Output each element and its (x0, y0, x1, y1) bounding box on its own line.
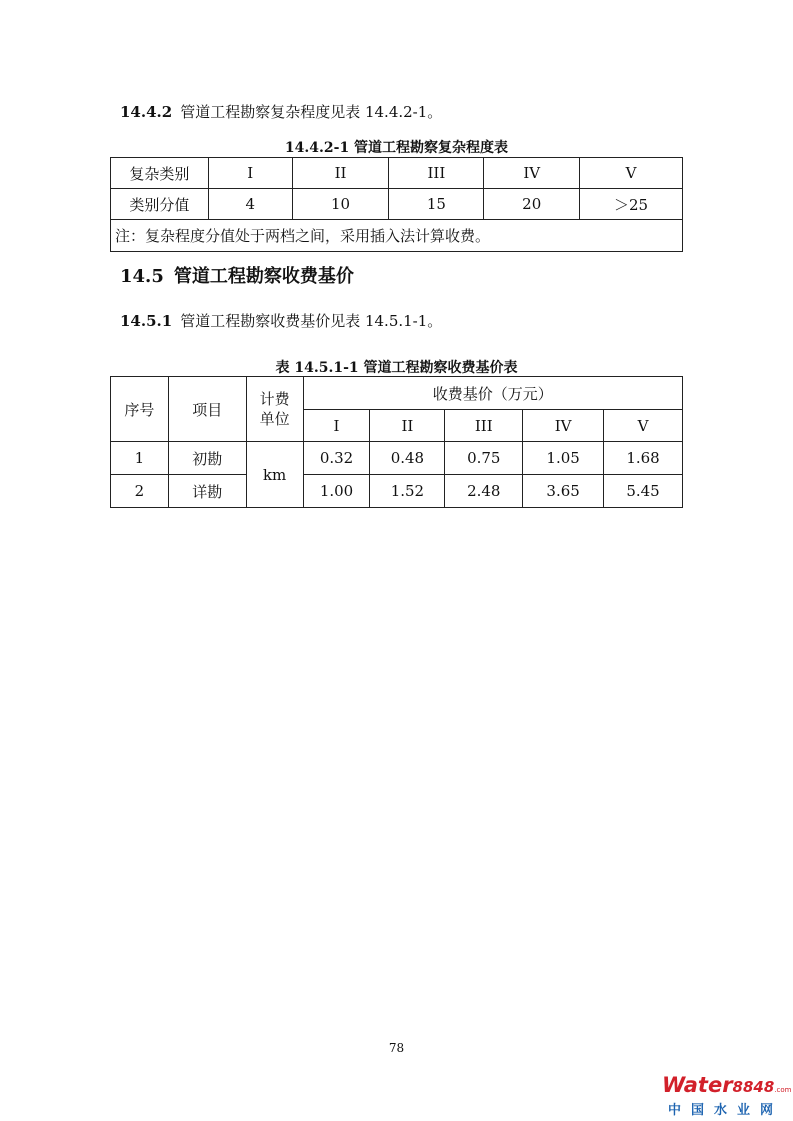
table-caption: 表 14.5.1-1 管道工程勘察收费基价表 (275, 360, 518, 376)
price-cell: 0.32 (303, 442, 370, 475)
header-item: 项目 (168, 377, 246, 442)
header-price: 收费基价（万元） (303, 377, 682, 410)
price-cell: 3.65 (523, 475, 604, 508)
unit-cell: km (246, 442, 303, 508)
price-cell: 1.00 (303, 475, 370, 508)
price-cell: 1.68 (604, 442, 683, 475)
price-cell: 5.45 (604, 475, 683, 508)
table-cell: 4 (208, 189, 292, 220)
row-seq: 1 (111, 442, 169, 475)
paragraph-14-5-1 (120, 310, 442, 331)
table-row (111, 158, 683, 189)
table-caption: 14.4.2-1 管道工程勘察复杂程度表 (284, 140, 509, 156)
grade-header: I (303, 410, 370, 442)
price-cell: 2.48 (445, 475, 523, 508)
price-cell: 1.05 (523, 442, 604, 475)
table-cell: ＞25 (580, 189, 683, 220)
grade-header: IV (523, 410, 604, 442)
watermark-logo (662, 1073, 792, 1118)
complexity-table (110, 157, 683, 252)
table-cell: 20 (484, 189, 580, 220)
page-number: 78 (388, 1041, 405, 1055)
grade-header: II (370, 410, 445, 442)
clause-number: 14.5.1 (120, 312, 173, 330)
header-seq: 序号 (111, 377, 169, 442)
table-cell: IV (484, 158, 580, 189)
table-cell: 15 (389, 189, 484, 220)
base-price-table (110, 376, 683, 508)
table-cell: I (208, 158, 292, 189)
clause-text: 管道工程勘察收费基价见表 14.5.1-1。 (180, 312, 443, 330)
table-cell: II (292, 158, 389, 189)
table-row (111, 220, 683, 252)
header-unit-line: 单位 (259, 410, 290, 428)
table-row (111, 442, 683, 475)
row-seq: 2 (111, 475, 169, 508)
table-header-row (111, 377, 683, 410)
table-row (111, 475, 683, 508)
logo-number: 8848 (732, 1078, 775, 1096)
logo-suffix: .com (774, 1086, 792, 1094)
section-title: 管道工程勘察收费基价 (173, 266, 354, 287)
row-item: 详勘 (168, 475, 246, 508)
logo-chinese-name: 中国水业网 (668, 1103, 784, 1118)
section-number: 14.5 (120, 266, 164, 287)
table-cell: III (389, 158, 484, 189)
grade-header: V (604, 410, 683, 442)
logo-wordmark (662, 1073, 792, 1099)
header-unit (246, 377, 303, 442)
table-note: 注：复杂程度分值处于两档之间，采用插入法计算收费。 (111, 220, 683, 252)
clause-text: 管道工程勘察复杂程度见表 14.4.2-1。 (180, 103, 443, 121)
table-cell: V (580, 158, 683, 189)
table-cell: 类别分值 (111, 189, 209, 220)
table-cell: 10 (292, 189, 389, 220)
header-unit-line: 计费 (259, 390, 290, 408)
section-heading (120, 262, 354, 288)
logo-word: Water (662, 1073, 733, 1097)
price-cell: 0.48 (370, 442, 445, 475)
price-cell: 1.52 (370, 475, 445, 508)
paragraph-14-4-2 (120, 101, 442, 122)
table-row (111, 189, 683, 220)
row-item: 初勘 (168, 442, 246, 475)
grade-header: III (445, 410, 523, 442)
table-cell: 复杂类别 (111, 158, 209, 189)
clause-number: 14.4.2 (120, 103, 173, 121)
price-cell: 0.75 (445, 442, 523, 475)
